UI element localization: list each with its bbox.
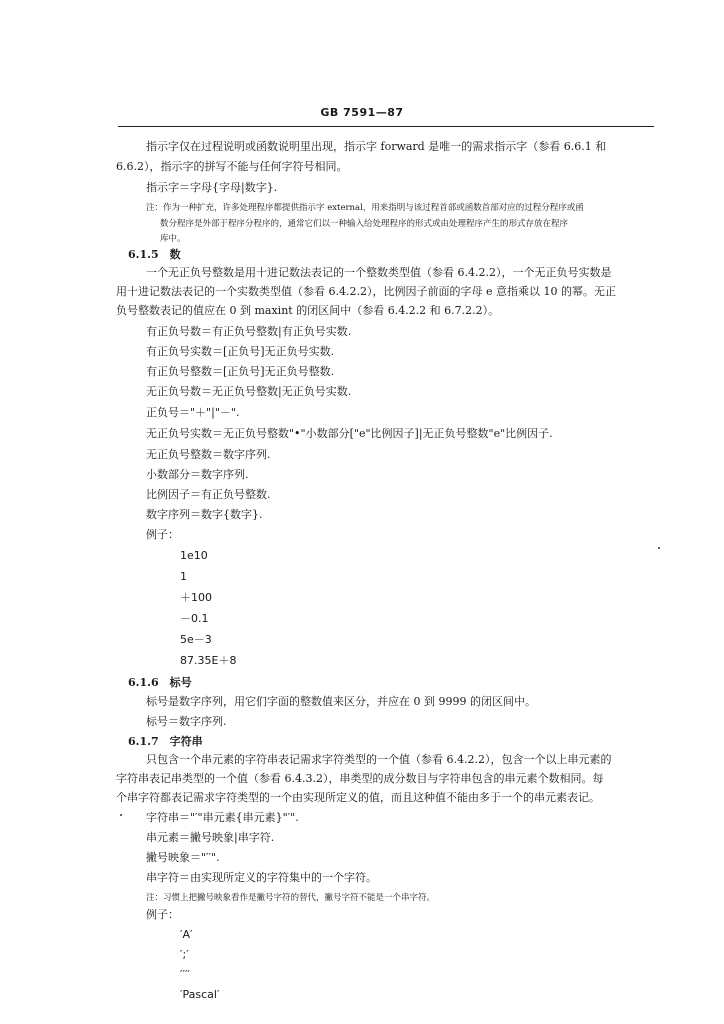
note-line: 库中。 — [160, 234, 186, 244]
text-line: 个串字符都表记需求字符类型的一个由实现所定义的值，而且这种值不能由多于一个的串元素表记。 — [116, 791, 600, 804]
example-item: ′A′ — [180, 928, 193, 941]
text-line: 一个无正负号整数是用十进记数法表记的一个整数类型值（参看 6.4.2.2），一个无正负号实数是 — [146, 266, 612, 279]
example-item: 87.35E＋8 — [180, 654, 237, 667]
grammar-line: 正负号＝"＋"|"－". — [146, 406, 240, 419]
grammar-line: 数字序列＝数字{数字}. — [146, 508, 263, 521]
grammar-line: 串字符＝由实现所定义的字符集中的一个字符。 — [146, 871, 377, 884]
grammar-line: 有正负号数＝有正负号整数|有正负号实数. — [146, 325, 352, 338]
example-item: ′Pascal′ — [180, 988, 220, 1001]
example-item: 1e10 — [180, 549, 208, 562]
grammar-line: 小数部分＝数字序列. — [146, 468, 249, 481]
text-line: 负号整数表记的值应在 0 到 maxint 的闭区间中（参看 6.4.2.2 和 6.7.2.2）。 — [116, 304, 500, 317]
scan-speck — [658, 547, 660, 549]
section-heading-6-1-7: 6.1.7 字符串 — [128, 735, 203, 748]
grammar-line: 无正负号实数＝无正负号整数"•"小数部分["e"比例因子]|无正负号整数"e"比例因子. — [146, 427, 553, 440]
section-heading-6-1-5: 6.1.5 数 — [128, 248, 181, 261]
grammar-line: 串元素＝撇号映象|串字符. — [146, 831, 275, 844]
example-item: ＋100 — [180, 591, 212, 604]
grammar-line: 有正负号实数＝[正负号]无正负号实数. — [146, 345, 335, 358]
text-line: 只包含一个串元素的字符串表记需求字符类型的一个值（参看 6.4.2.2），包含一个以上串元素的 — [146, 753, 612, 766]
text-line: 用十进记数法表记的一个实数类型值（参看 6.4.2.2），比例因子前面的字母 e 意指乘以 10 的幂。无正 — [116, 285, 616, 298]
note-line: 数分程序是外部于程序分程序的，通常它们以一种输入给处理程序的形式或由处理程序产生的形式存放在程序 — [160, 219, 569, 229]
example-item: ′;′ — [180, 948, 189, 961]
text-line: 6.6.2），指示字的拼写不能与任何字符号相同。 — [116, 160, 348, 173]
grammar-line: 无正负号整数＝数字序列. — [146, 448, 271, 461]
text-line: 指示字仅在过程说明或函数说明里出现，指示字 forward 是唯一的需求指示字（参看 6.6.1 和 — [146, 140, 607, 153]
text-line: 标号是数字序列，用它们字面的整数值来区分，并应在 0 到 9999 的闭区间中。 — [146, 695, 536, 708]
text-line: 字符串表记串类型的一个值（参看 6.4.3.2），串类型的成分数目与字符串包含的串元素个数相同。每 — [116, 772, 604, 785]
example-item: －0.1 — [180, 612, 209, 625]
example-label: 例子： — [146, 908, 179, 921]
note-line: 注：作为一种扩充，许多处理程序都提供指示字 external，用来指明与该过程首部或函数首部对应的过程分程序或函 — [146, 203, 584, 213]
grammar-line: 无正负号数＝无正负号整数|无正负号实数. — [146, 385, 352, 398]
note-line: 注：习惯上把撇号映象看作是撇号字符的替代，撇号字符不能是一个串字符。 — [146, 893, 436, 903]
example-item: 1 — [180, 570, 187, 583]
grammar-line: 撇号映象＝"′′". — [146, 851, 220, 864]
page-header: GB 7591—87 — [320, 106, 404, 119]
example-item: ′′′′ — [180, 968, 190, 981]
grammar-line: 字符串＝"′"串元素{串元素}"′". — [146, 811, 299, 824]
text-line: 指示字＝字母{字母|数字}. — [146, 181, 278, 194]
grammar-line: 标号＝数字序列. — [146, 715, 227, 728]
section-heading-6-1-6: 6.1.6 标号 — [128, 676, 192, 689]
grammar-line: 有正负号整数＝[正负号]无正负号整数. — [146, 365, 335, 378]
example-item: 5e－3 — [180, 633, 212, 646]
example-label: 例子： — [146, 528, 179, 541]
scan-speck — [120, 814, 122, 816]
grammar-line: 比例因子＝有正负号整数. — [146, 488, 271, 501]
header-rule — [118, 126, 654, 127]
